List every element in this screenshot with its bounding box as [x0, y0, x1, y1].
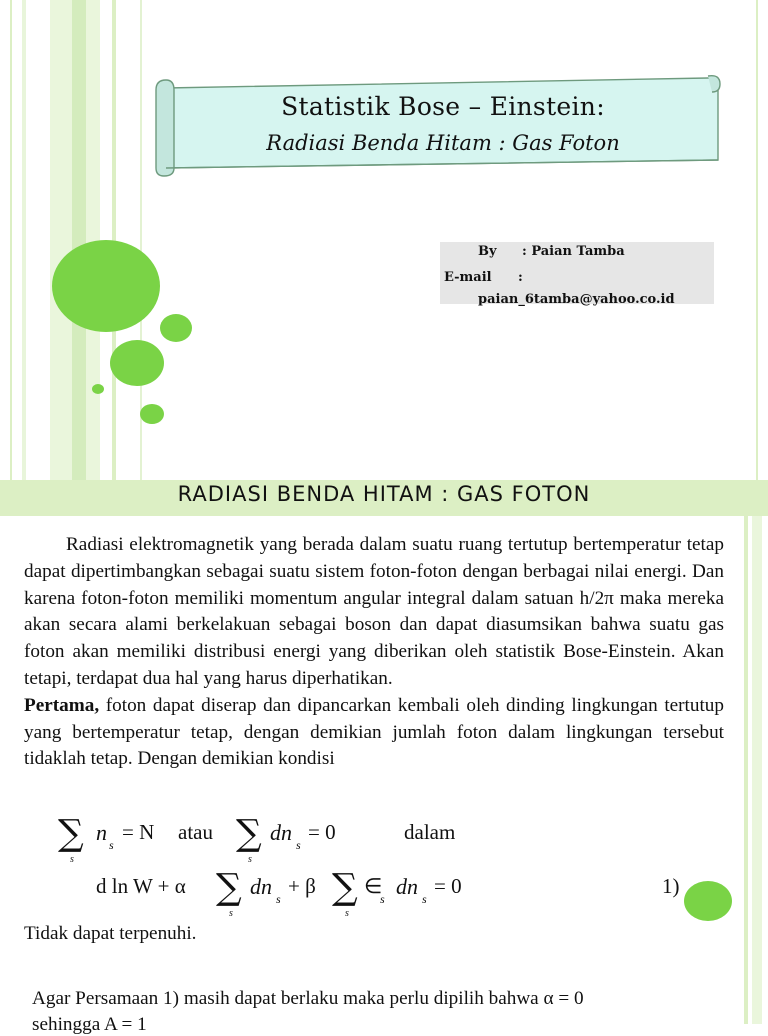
author-box: [440, 242, 714, 307]
condition-text-2: sehingga A = 1: [32, 1014, 147, 1035]
slide-title: Statistik Bose – Einstein:: [281, 92, 605, 121]
large-green-dot: [52, 240, 160, 332]
eq2-term-dn-2-sub: s: [422, 892, 427, 906]
right-rule-outer: [752, 516, 762, 1024]
eq1-term-dn-sub: s: [296, 838, 301, 852]
eq2-equals-zero: = 0: [434, 874, 462, 898]
paragraph-2-lead: Pertama,: [24, 694, 100, 716]
scroll-banner: [152, 72, 722, 182]
sum-subscript-2: s: [248, 854, 252, 865]
equation-note: Tidak dapat terpenuhi.: [24, 923, 197, 944]
by-value: : Paian Tamba: [522, 244, 625, 259]
left-stripe-4: [72, 0, 86, 480]
eq2-plus-beta: + β: [288, 874, 316, 898]
slide-subtitle: Radiasi Benda Hitam : Gas Foton: [266, 131, 620, 155]
eq2-term-dn-1-sub: s: [276, 892, 281, 906]
eq1-dalam: dalam: [404, 820, 456, 844]
sum-symbol-4: ∑: [332, 867, 358, 908]
eq1-equals-n: = N: [122, 820, 155, 844]
paragraph-1: Radiasi elektromagnetik yang berada dalam suatu ruang tertutup bertemperatur tetap dapat dipertimbangkan sebagai suatu sistem foton-foton dengan berbagai nilai energi. Dan karena foton-foton memiliki momentum angular integral dalam satuan h/2π maka mereka akan secara alami berkelakuan sebagai boson dan dapat diasumsikan bahwa suatu gas foton akan memiliki distribusi energi yang diberikan oleh statistik Bose-Einstein. Akan tetapi, terdapat dua hal yang harus diperhatikan.: [24, 534, 724, 689]
eq2-number-label: 1): [662, 874, 680, 898]
sum-subscript-4: s: [345, 908, 349, 919]
email-value: paian_6tamba@yahoo.co.id: [478, 292, 675, 307]
eq2-lhs: d ln W + α: [96, 874, 186, 898]
eq1-equals-zero: = 0: [308, 820, 336, 844]
email-separator: :: [518, 270, 523, 285]
body-text: [24, 532, 724, 773]
eq1-term-n: n: [96, 820, 107, 845]
content-slide: [0, 480, 768, 1035]
sum-symbol-3: ∑: [216, 867, 242, 908]
title-slide: [0, 0, 768, 480]
tiny-green-dot: [92, 384, 104, 394]
sum-symbol-2: ∑: [236, 813, 262, 854]
medium-green-dot: [110, 340, 164, 386]
eq2-term-dn-2: dn: [396, 874, 418, 899]
right-rule: [744, 516, 748, 1024]
left-stripe-1: [10, 0, 12, 480]
sum-subscript-1: s: [70, 854, 74, 865]
eq1-term-dn: dn: [270, 820, 292, 845]
eq2-epsilon-sub: s: [380, 892, 385, 906]
content-slide-title: RADIASI BENDA HITAM : GAS FOTON: [177, 482, 591, 506]
right-stripe: [756, 0, 758, 480]
green-dot-marker: [684, 881, 732, 921]
condition-text: Agar Persamaan 1) masih dapat berlaku maka perlu dipilih bahwa α = 0: [32, 988, 584, 1009]
eq2-term-dn-1: dn: [250, 874, 272, 899]
sum-symbol-1: ∑: [58, 813, 84, 854]
small-green-dot-2: [140, 404, 164, 424]
paragraph-2-text: foton dapat diserap dan dipancarkan kembali oleh dinding lingkungan tertutup yang bertemperatur tetap, dengan demikian jumlah foton dalam lingkungan tersebut tidaklah tetap. Dengan demikian kondisi: [24, 694, 724, 770]
sum-subscript-3: s: [229, 908, 233, 919]
eq1-term-n-sub: s: [109, 838, 114, 852]
left-stripe-2: [22, 0, 26, 480]
eq2-epsilon: ∈: [364, 874, 383, 898]
by-label: By: [478, 244, 497, 259]
paragraph-2: [24, 693, 724, 773]
small-green-dot-1: [160, 314, 192, 342]
eq1-atau: atau: [178, 820, 213, 844]
email-label: E-mail: [444, 270, 492, 285]
